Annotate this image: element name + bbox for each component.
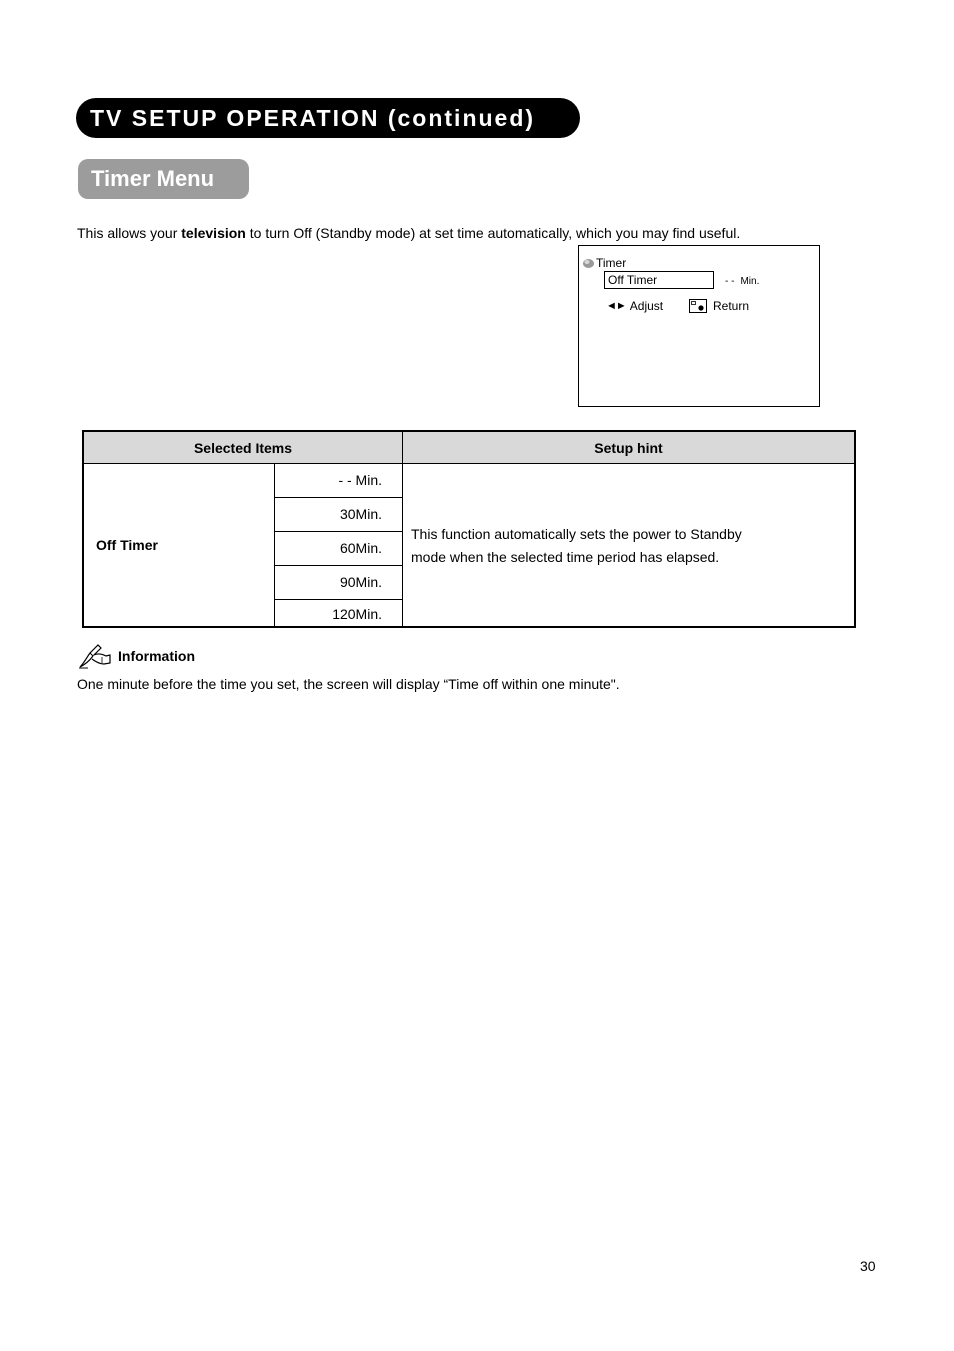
- subsection-title-banner: [78, 159, 249, 199]
- information-text: One minute before the time you set, the screen will display “Time off within one minute".: [77, 676, 620, 692]
- settings-table: [82, 430, 856, 628]
- page-number: 30: [860, 1258, 876, 1274]
- osd-off-timer-item[interactable]: Off Timer: [604, 271, 714, 289]
- option-30: 30Min.: [339, 506, 382, 522]
- option-90: 90Min.: [339, 574, 382, 590]
- subsection-title: Timer Menu: [91, 166, 215, 191]
- column-divider: [402, 463, 403, 628]
- option-60: 60Min.: [339, 540, 382, 556]
- section-title-banner: [76, 98, 580, 138]
- header-selected-items: Selected Items: [84, 432, 403, 464]
- left-right-arrows-icon: ◄►: [606, 300, 626, 312]
- information-heading: Information: [78, 643, 195, 669]
- hand-writing-note-icon: [78, 643, 112, 669]
- row-divider: [274, 531, 402, 532]
- setup-hint-text: This function automatically sets the power to Standby mode when the selected time period has elapsed.: [411, 526, 742, 565]
- menu-button-icon: [689, 299, 707, 313]
- osd-timer-menu-preview: [578, 245, 820, 407]
- timer-menu-icon: [582, 258, 595, 269]
- header-setup-hint: Setup hint: [403, 432, 854, 464]
- section-title: TV SETUP OPERATION (continued): [90, 104, 536, 131]
- intro-paragraph: This allows your television to turn Off (Standby mode) at set time automatically, which you may find useful.: [77, 225, 741, 241]
- row-divider: [274, 497, 402, 498]
- osd-return-hint: Return: [689, 299, 749, 313]
- item-off-timer: Off Timer: [96, 537, 158, 553]
- row-divider: [274, 565, 402, 566]
- option-none: - - Min.: [338, 472, 382, 488]
- osd-off-timer-value: - - Min.: [725, 276, 760, 287]
- option-120: 120Min.: [332, 606, 382, 622]
- row-divider: [274, 599, 402, 600]
- osd-adjust-hint: ◄► Adjust: [606, 299, 664, 313]
- osd-title: Timer: [582, 256, 626, 270]
- intro-bold-word: television: [181, 225, 246, 241]
